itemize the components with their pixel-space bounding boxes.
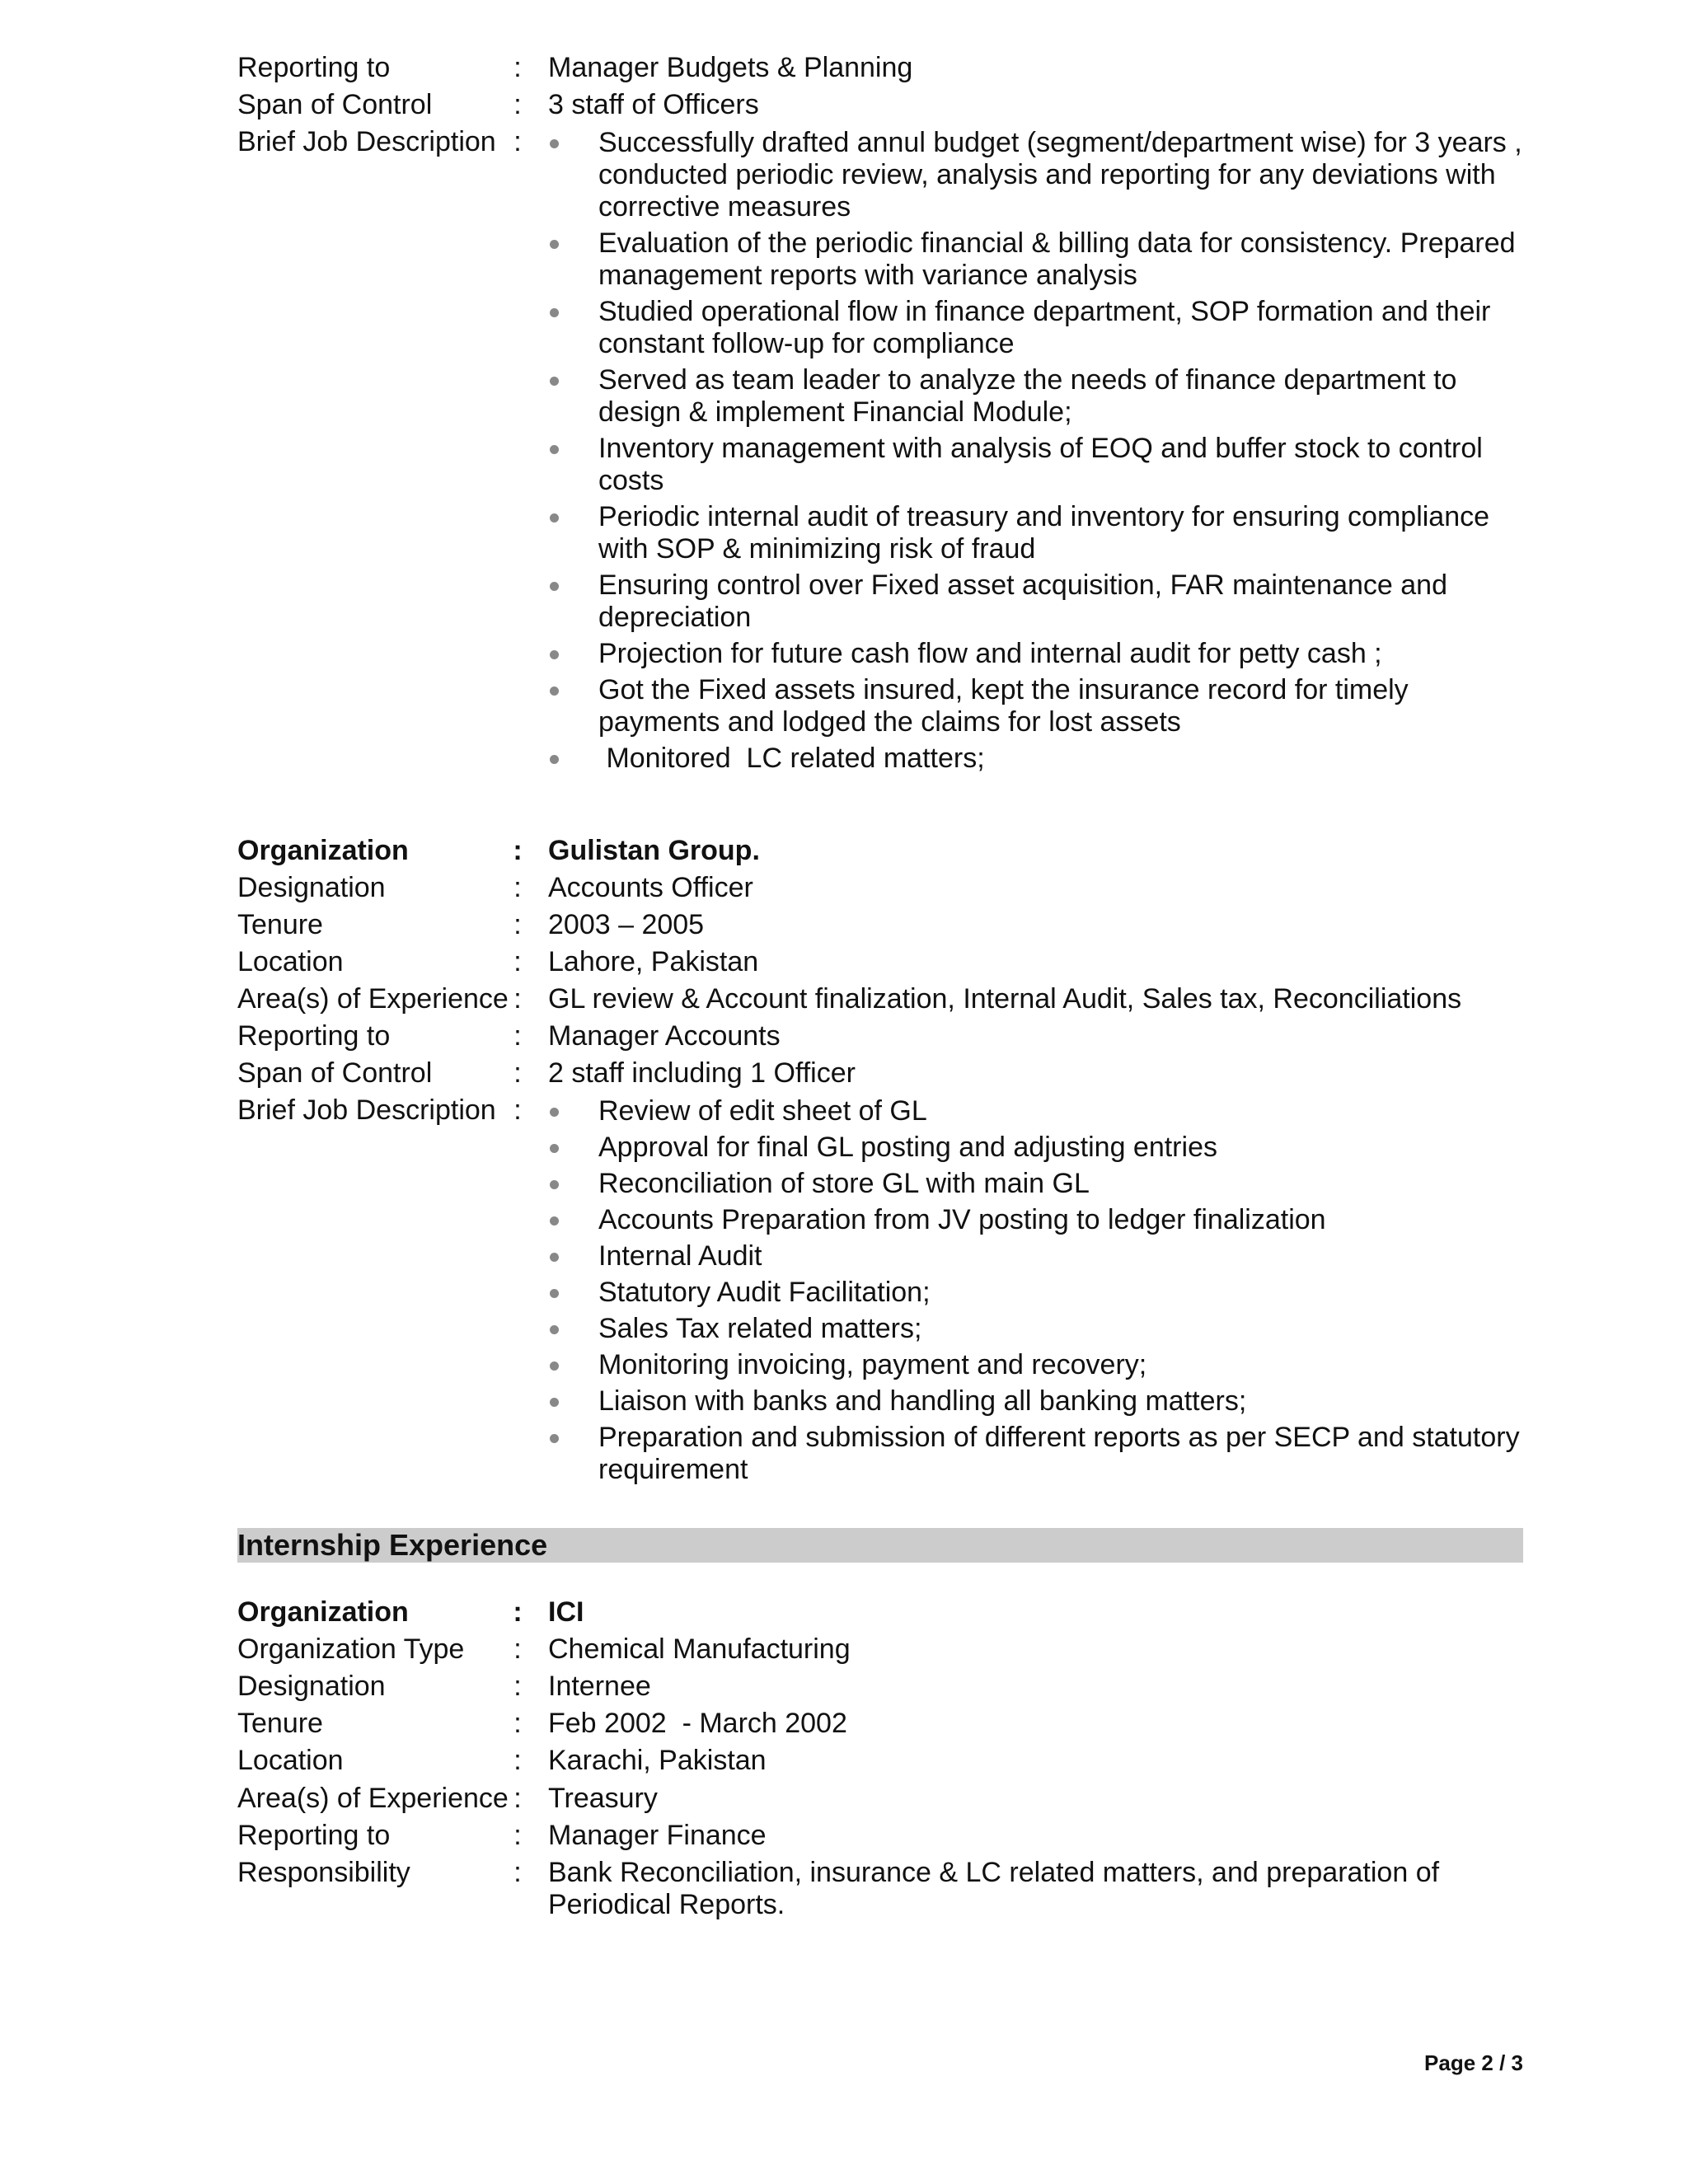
bullet-icon (550, 1216, 559, 1226)
field-label: Area(s) of Experience (237, 1783, 509, 1814)
area-of-experience-row (237, 1780, 1523, 1817)
list-item-text: Reconciliation of store GL with main GL (598, 1168, 1090, 1199)
bullet-icon (550, 139, 559, 148)
list-item-text: Preparation and submission of different reports as per SECP and statutory requirement (598, 1422, 1520, 1485)
field-label: Tenure (237, 1708, 323, 1739)
list-item-text: Approval for final GL posting and adjusting entries (598, 1132, 1217, 1163)
internship-block (237, 1594, 1523, 1924)
list-item (548, 674, 1529, 738)
bullet-icon (550, 1361, 559, 1371)
field-colon: : (513, 1745, 522, 1776)
field-label: Tenure (237, 909, 323, 940)
reporting-to-row (237, 49, 1523, 87)
field-value: 3 staff of Officers (548, 89, 759, 120)
list-item (548, 1277, 1529, 1309)
field-colon: : (513, 835, 523, 866)
bullet-icon (550, 513, 559, 523)
field-colon: : (513, 1094, 522, 1126)
tenure-row (237, 907, 1523, 944)
bullet-icon (550, 1289, 559, 1298)
bullet-icon (550, 1398, 559, 1407)
field-colon: : (513, 1708, 522, 1739)
field-colon: : (513, 1783, 522, 1814)
field-colon: : (513, 126, 522, 157)
bullet-icon (550, 240, 559, 249)
bullet-icon (550, 308, 559, 317)
area-of-experience-row (237, 981, 1523, 1018)
field-label: Brief Job Description (237, 1094, 496, 1126)
reporting-to-row (237, 1817, 1523, 1854)
field-label: Reporting to (237, 52, 391, 83)
experience-block-gulistan (237, 832, 1523, 1524)
field-colon: : (513, 872, 522, 903)
field-value: Treasury (548, 1783, 658, 1814)
field-value: Bank Reconciliation, insurance & LC related matters, and preparation of Periodical Reports. (548, 1857, 1440, 1920)
field-colon: : (513, 983, 522, 1015)
list-item (548, 1422, 1529, 1486)
field-label: Span of Control (237, 89, 433, 120)
list-item (548, 1168, 1529, 1200)
field-value: Manager Finance (548, 1820, 767, 1851)
list-item (548, 1132, 1529, 1164)
list-item-text: Periodic internal audit of treasury and inventory for ensuring compliance with SOP & minimizing risk of fraud (598, 501, 1490, 565)
field-colon: : (513, 1596, 523, 1628)
bullet-icon (550, 1434, 559, 1443)
field-colon: : (513, 1057, 522, 1089)
list-item (548, 1385, 1529, 1418)
bullet-icon (550, 687, 559, 696)
field-label: Reporting to (237, 1820, 391, 1851)
internship-section-header (237, 1528, 1523, 1563)
list-item (548, 569, 1529, 634)
field-label: Span of Control (237, 1057, 433, 1089)
field-label: Organization (237, 835, 409, 866)
field-colon: : (513, 1020, 522, 1052)
bullet-icon (550, 1180, 559, 1189)
list-item-text: Review of edit sheet of GL (598, 1095, 927, 1127)
field-colon: : (513, 909, 522, 940)
job-description-list (548, 127, 1529, 775)
list-item (548, 127, 1529, 223)
organization-row (237, 1594, 1523, 1631)
organization-type-row (237, 1631, 1523, 1668)
list-item (548, 1095, 1529, 1127)
field-value: Chemical Manufacturing (548, 1633, 851, 1665)
field-colon: : (513, 1633, 522, 1665)
list-item-text: Got the Fixed assets insured, kept the insurance record for timely payments and lodged the claims for lost assets (598, 674, 1409, 738)
field-label: Location (237, 1745, 344, 1776)
field-label: Designation (237, 872, 386, 903)
list-item (548, 433, 1529, 497)
list-item (548, 296, 1529, 360)
responsibility-row (237, 1854, 1523, 1924)
bullet-icon (550, 1144, 559, 1153)
list-item-text: Internal Audit (598, 1240, 762, 1272)
field-value: Feb 2002 - March 2002 (548, 1708, 847, 1739)
field-value: 2003 – 2005 (548, 909, 705, 940)
bullet-icon (550, 650, 559, 659)
field-colon: : (513, 1671, 522, 1702)
list-item-text: Studied operational flow in finance department, SOP formation and their constant follow-up for compliance (598, 296, 1491, 359)
field-value: ICI (548, 1596, 584, 1628)
page-number: Page 2 / 3 (1424, 2050, 1523, 2075)
bullet-icon (550, 1325, 559, 1334)
list-item (548, 743, 1529, 775)
bullet-icon (550, 1253, 559, 1262)
field-value: Karachi, Pakistan (548, 1745, 767, 1776)
bullet-icon (550, 445, 559, 454)
field-label: Location (237, 946, 344, 977)
organization-row (237, 832, 1523, 869)
field-label: Organization Type (237, 1633, 465, 1665)
field-value: 2 staff including 1 Officer (548, 1057, 856, 1089)
list-item-text: Inventory management with analysis of EOQ and buffer stock to control costs (598, 433, 1483, 496)
field-value: Manager Budgets & Planning (548, 52, 913, 83)
field-value: Gulistan Group. (548, 835, 760, 866)
list-item-text: Successfully drafted annul budget (segment/department wise) for 3 years , conducted periodic review, analysis and reporting for any deviations with corrective measures (598, 127, 1522, 223)
field-value: Accounts Officer (548, 872, 753, 903)
field-label: Designation (237, 1671, 386, 1702)
field-value: GL review & Account finalization, Internal Audit, Sales tax, Reconciliations (548, 983, 1462, 1015)
list-item-text: Monitored LC related matters; (598, 743, 985, 774)
reporting-to-row (237, 1018, 1523, 1055)
field-label: Responsibility (237, 1857, 410, 1888)
bullet-icon (550, 755, 559, 764)
location-row (237, 1742, 1523, 1780)
tenure-row (237, 1705, 1523, 1742)
list-item-text: Ensuring control over Fixed asset acquisition, FAR maintenance and depreciation (598, 569, 1447, 633)
bullet-icon (550, 377, 559, 386)
experience-block-continued (237, 49, 1523, 813)
field-value: Internee (548, 1671, 651, 1702)
list-item-text: Accounts Preparation from JV posting to ledger finalization (598, 1204, 1326, 1235)
list-item-text: Sales Tax related matters; (598, 1313, 922, 1344)
list-item-text: Served as team leader to analyze the needs of finance department to design & implement Financial Module; (598, 364, 1457, 428)
list-item (548, 1313, 1529, 1345)
field-colon: : (513, 1820, 522, 1851)
field-colon: : (513, 89, 522, 120)
span-of-control-row (237, 1055, 1523, 1092)
list-item (548, 1349, 1529, 1381)
field-colon: : (513, 946, 522, 977)
field-label: Organization (237, 1596, 409, 1628)
list-item-text: Liaison with banks and handling all banking matters; (598, 1385, 1247, 1417)
field-label: Area(s) of Experience (237, 983, 509, 1015)
bullet-icon (550, 582, 559, 591)
location-row (237, 944, 1523, 981)
designation-row (237, 1668, 1523, 1705)
field-label: Brief Job Description (237, 126, 496, 157)
list-item-text: Evaluation of the periodic financial & billing data for consistency. Prepared management reports with variance analysis (598, 227, 1516, 291)
field-colon: : (513, 52, 522, 83)
section-title: Internship Experience (237, 1528, 548, 1562)
job-description-list (548, 1095, 1529, 1486)
field-value: Lahore, Pakistan (548, 946, 759, 977)
list-item (548, 501, 1529, 565)
list-item (548, 1240, 1529, 1272)
list-item-text: Projection for future cash flow and internal audit for petty cash ; (598, 638, 1382, 669)
field-colon: : (513, 1857, 522, 1888)
field-label: Reporting to (237, 1020, 391, 1052)
list-item-text: Monitoring invoicing, payment and recovery; (598, 1349, 1147, 1380)
span-of-control-row (237, 87, 1523, 124)
bullet-icon (550, 1108, 559, 1117)
field-value: Manager Accounts (548, 1020, 781, 1052)
list-item (548, 638, 1529, 670)
list-item (548, 1204, 1529, 1236)
list-item-text: Statutory Audit Facilitation; (598, 1277, 931, 1308)
list-item (548, 364, 1529, 429)
designation-row (237, 869, 1523, 907)
list-item (548, 227, 1529, 292)
